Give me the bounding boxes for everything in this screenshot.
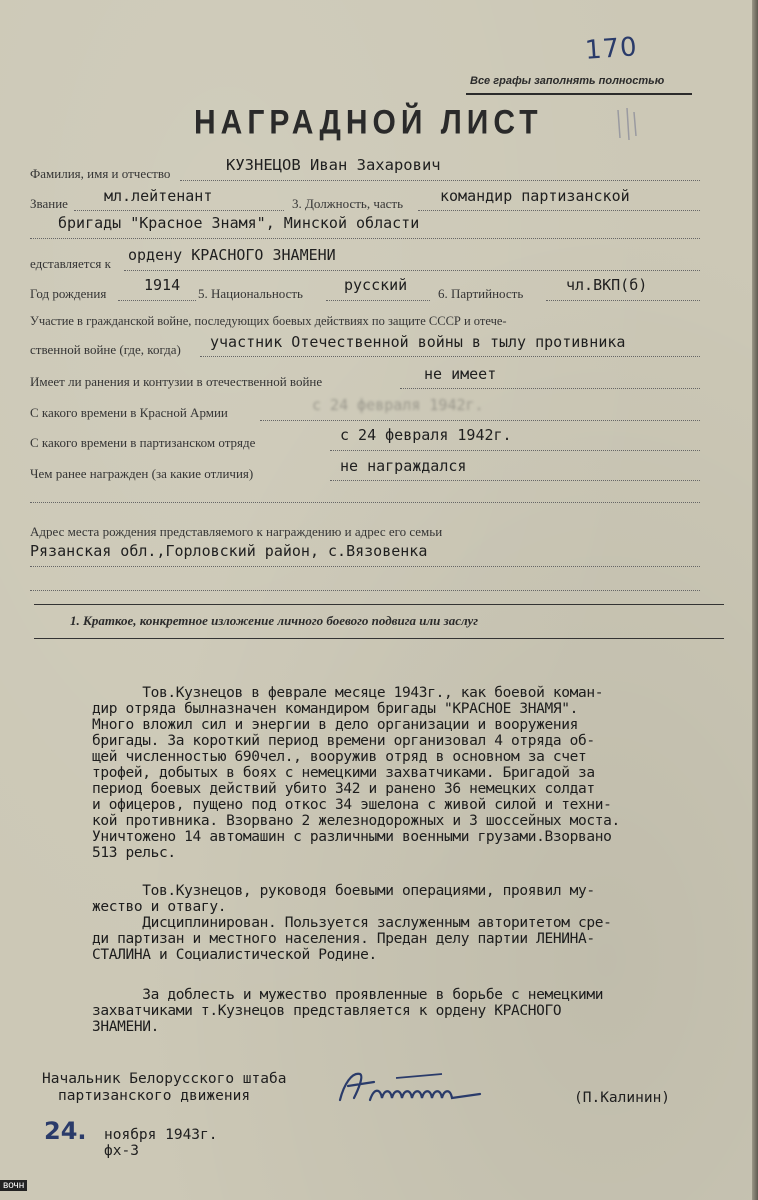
nationality-label: 5. Национальность <box>198 286 303 301</box>
presented-dots <box>124 270 700 271</box>
partisan-label: С какого времени в партизанском отряде <box>30 435 256 450</box>
position-value-1: командир партизанской <box>440 187 630 205</box>
signoff-line-2: партизанского движения <box>58 1088 251 1104</box>
rank-label: Звание <box>30 196 68 211</box>
body-line: Дисциплинирован. Пользуется заслуженным авторитетом сре- <box>92 915 612 931</box>
instruction-underline <box>466 93 692 95</box>
body-line: ЗНАМЕНИ. <box>92 1019 160 1035</box>
signatory-name: (П.Калинин) <box>574 1090 671 1106</box>
date-day: 24. <box>44 1117 87 1145</box>
nationality-value: русский <box>344 276 408 294</box>
page-edge <box>752 0 758 1200</box>
body-line: и офицеров, пущено под откос 34 эшелона с живой силой и техни- <box>92 797 612 813</box>
rank-dots <box>74 210 284 211</box>
date-month-year: ноября 1943г. <box>104 1127 218 1143</box>
rank-value: мл.лейтенант <box>104 187 213 205</box>
pen-mark <box>614 104 642 144</box>
page-number: 170 <box>584 32 639 66</box>
body-line: За доблесть и мужество проявленные в борьбе с немецкими <box>92 987 604 1003</box>
war-label-1: Участие в гражданской войне, последующих боевых действиях по защите СССР и отече- <box>30 314 507 328</box>
name-dots <box>180 180 700 181</box>
address-dots <box>30 566 700 567</box>
army-label: С какого времени в Красной Армии <box>30 405 228 420</box>
instruction-note: Все графы заполнять полностью <box>470 75 665 87</box>
address-label: Адрес места рождения представляемого к награждению и адрес его семьи <box>30 524 443 539</box>
body-line: бригады. За короткий период времени организовал 4 отряда об- <box>92 733 595 749</box>
body-line: жество и отвагу. <box>92 899 227 915</box>
war-value: участник Отечественной войны в тылу противника <box>210 333 626 351</box>
body-line: дир отряда былназначен командиром бригады "КРАСНОЕ ЗНАМЯ". <box>92 701 579 717</box>
address-dots-2 <box>30 590 700 591</box>
body-line: Уничтожено 14 автомашин с различными военными грузами.Взорвано <box>92 829 612 845</box>
document-title: НАГРАДНОЙ ЛИСТ <box>194 103 543 142</box>
body-line: Много вложил сил и энергии в дело организации и вооружения <box>92 717 579 733</box>
partisan-value: с 24 февраля 1942г. <box>340 426 512 444</box>
body-line: период боевых действий убито 342 и ранено 36 немецких солдат <box>92 781 595 797</box>
position-dots <box>418 210 700 211</box>
body-line: кой противника. Взорвано 2 железнодорожных и 3 шоссейных моста. <box>92 813 620 829</box>
signoff-line-1: Начальник Белорусского штаба <box>42 1071 287 1087</box>
position-label: 3. Должность, часть <box>292 196 404 211</box>
wounds-value: не имеет <box>424 365 497 383</box>
reference-code: фх-3 <box>104 1143 139 1159</box>
address-value: Рязанская обл.,Горловский район, с.Вязовенка <box>30 542 428 560</box>
body-line: ди партизан и местного населения. Предан делу партии ЛЕНИНА- <box>92 931 595 947</box>
body-line: захватчиками т.Кузнецов представляется к ордену КРАСНОГО <box>92 1003 562 1019</box>
birth-label: Год рождения <box>30 286 107 301</box>
presented-value: ордену КРАСНОГО ЗНАМЕНИ <box>128 246 336 264</box>
presented-label: едставляется к <box>30 256 111 271</box>
body-line: 513 рельс. <box>92 845 176 861</box>
section-divider-top <box>34 604 724 605</box>
signature-image <box>330 1064 530 1114</box>
party-value: чл.ВКП(б) <box>566 276 648 294</box>
position-dots-2 <box>30 238 700 239</box>
army-dots <box>260 420 700 421</box>
war-label-2: ственной войне (где, когда) <box>30 342 181 357</box>
archive-stamp-fragment: вочн <box>0 1180 27 1191</box>
party-dots <box>546 300 700 301</box>
army-value: с 24 февраля 1942г. <box>312 396 484 414</box>
body-line: Тов.Кузнецов, руководя боевыми операциями, проявил му- <box>92 883 595 899</box>
position-value-2: бригады "Красное Знамя", Минской области <box>58 214 420 232</box>
nationality-dots <box>326 300 430 301</box>
section-divider-bottom <box>34 638 724 639</box>
name-value: КУЗНЕЦОВ Иван Захарович <box>226 156 441 174</box>
body-line: СТАЛИНА и Социалистической Родине. <box>92 947 377 963</box>
partisan-dots <box>330 450 700 451</box>
wounds-label: Имеет ли ранения и контузии в отечественной войне <box>30 374 323 389</box>
awards-label: Чем ранее награжден (за какие отличия) <box>30 466 254 481</box>
awards-dots-2 <box>30 502 700 503</box>
body-line: трофей, добытых в боях с немецкими захватчиками. Бригадой за <box>92 765 595 781</box>
birth-value: 1914 <box>144 276 181 294</box>
awards-value: не награждался <box>340 457 467 475</box>
party-label: 6. Партийность <box>438 286 524 301</box>
body-line: Тов.Кузнецов в феврале месяце 1943г., как боевой коман- <box>92 685 604 701</box>
war-dots <box>200 356 700 357</box>
awards-dots <box>330 480 700 481</box>
wounds-dots <box>400 388 700 389</box>
birth-dots <box>118 300 196 301</box>
name-label: Фамилия, имя и отчество <box>30 166 171 181</box>
body-line: щей численностью 690чел., вооружив отряд в основном за счет <box>92 749 587 765</box>
section-title: 1. Краткое, конкретное изложение личного боевого подвига или заслуг <box>70 613 479 628</box>
